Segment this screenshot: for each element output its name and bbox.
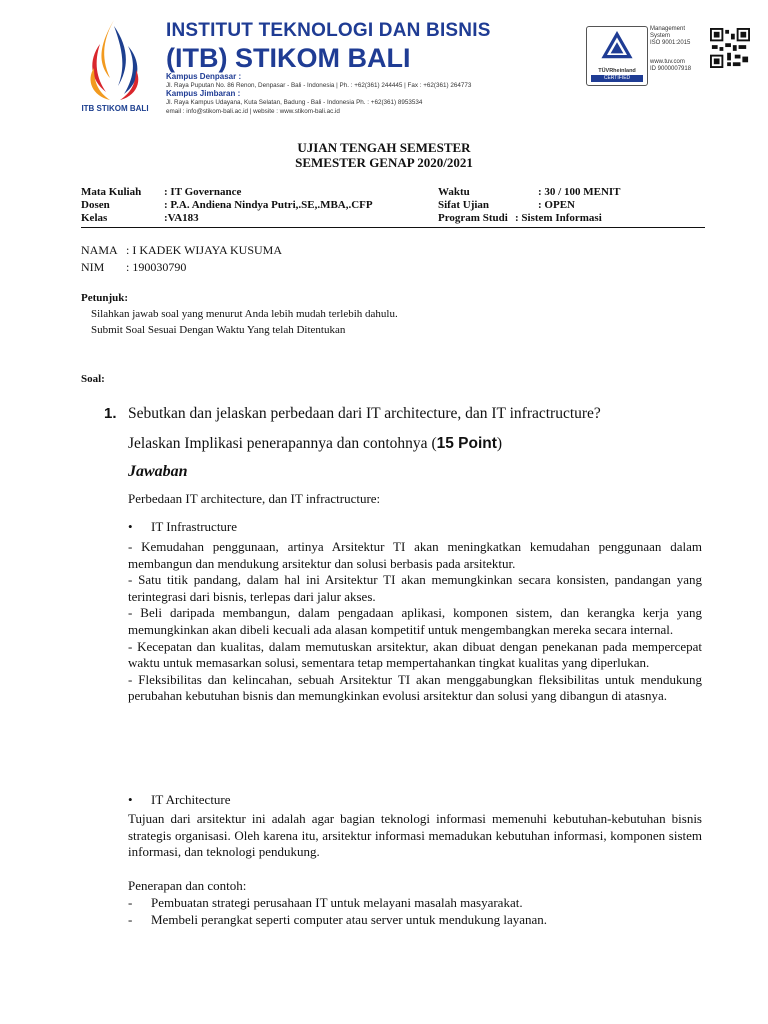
penerapan-item-1-text: Pembuatan strategi perusahaan IT untuk melayani masalah masyarakat. bbox=[151, 895, 523, 910]
penerapan-item-1: - Pembuatan strategi perusahaan IT untuk melayani masalah masyarakat. bbox=[128, 895, 523, 910]
waktu-label: Waktu bbox=[438, 186, 470, 198]
waktu-value: : 30 / 100 MENIT bbox=[538, 186, 621, 198]
campus-jimbaran-title: Kampus Jimbaran : bbox=[166, 89, 241, 98]
mata-kuliah-label: Mata Kuliah bbox=[81, 186, 142, 198]
nim-label: NIM bbox=[81, 260, 105, 274]
dosen-value: : P.A. Andiena Nindya Putri,.SE,.MBA,.CFP bbox=[164, 199, 373, 211]
answer-intro: Perbedaan IT architecture, dan IT infractructure: bbox=[128, 491, 381, 506]
org-short-name: (ITB) STIKOM BALI bbox=[166, 43, 411, 73]
bullet-dot-icon: • bbox=[128, 792, 133, 807]
soal-label: Soal: bbox=[81, 373, 105, 385]
cert-id: ID 9000007918 bbox=[650, 66, 692, 72]
question-line-2-close: ) bbox=[496, 435, 503, 452]
bullet-it-architecture bbox=[128, 792, 231, 808]
kelas-label: Kelas bbox=[81, 212, 108, 224]
tuv-certified: CERTIFIED bbox=[591, 75, 643, 82]
certification-info bbox=[650, 26, 710, 73]
cert-line-1: Management bbox=[650, 26, 686, 32]
logo-caption: ITB STIKOM BALI bbox=[81, 104, 149, 113]
qr-code-icon bbox=[710, 28, 750, 68]
info-row-1 bbox=[81, 186, 705, 199]
question-points: 15 Point bbox=[436, 435, 497, 452]
org-name: INSTITUT TEKNOLOGI DAN BISNIS bbox=[166, 20, 491, 41]
info-row-3 bbox=[81, 212, 705, 225]
infra-point-3: - Beli daripada membangun, dalam pengadaan aplikasi, komponen sistem, dan kerangka kerja yang memungkinkan akan dibeli kecuali ada alasan kompetitif untuk mengembangkan mereka secara internal. bbox=[128, 605, 702, 637]
tuv-badge bbox=[586, 26, 648, 86]
infra-point-4: - Kecepatan dan kualitas, dalam memutuskan arsitektur, akan dibuat dengan penekanan pada mempercepat waktu untuk memasarkan solusi, sementara tetap mempertahankan tingkat kualitas yang diperlukan. bbox=[128, 638, 702, 671]
question-line-2-text: Jelaskan Implikasi penerapannya dan contohnya ( bbox=[128, 435, 437, 452]
penerapan-item-2-text: Membeli perangkat seperti computer atau server untuk mendukung layanan. bbox=[151, 912, 548, 927]
kelas-value: :VA183 bbox=[164, 212, 199, 224]
nim-value: : 190030790 bbox=[126, 260, 187, 274]
tuv-brand: TÜVRheinland bbox=[598, 68, 636, 74]
exam-title: UJIAN TENGAH SEMESTER bbox=[297, 140, 471, 155]
contact-info: email : info@stikom-bali.ac.id | website : www.stikom-bali.ac.id bbox=[166, 108, 340, 115]
tuv-triangle-icon bbox=[587, 31, 647, 63]
campus-denpasar-address: Jl. Raya Puputan No. 86 Renon, Denpasar - Bali - Indonesia | Ph. : +62(361) 244445 | Fax : +62(361) 264773 bbox=[166, 82, 472, 89]
petunjuk-line-2: Submit Soal Sesuai Dengan Waktu Yang telah Ditentukan bbox=[91, 324, 346, 336]
sifat-ujian-value: : OPEN bbox=[538, 199, 575, 211]
campus-jimbaran-address: Jl. Raya Kampus Udayana, Kuta Selatan, Badung - Bali - Indonesia Ph. : +62(361) 8953534 bbox=[166, 99, 423, 106]
exam-semester: SEMESTER GENAP 2020/2021 bbox=[295, 155, 473, 170]
infra-point-1: - Kemudahan penggunaan, artinya Arsitektur TI akan meningkatkan kemudahan penggunaan dalam membangun dan mendukung arsitektur dan solusi berbasis pada arsitektur. bbox=[128, 539, 702, 571]
campus-denpasar-title: Kampus Denpasar : bbox=[166, 72, 242, 81]
question-line-2 bbox=[128, 435, 502, 453]
nama-value: : I KADEK WIJAYA KUSUMA bbox=[126, 243, 283, 257]
architecture-paragraph: Tujuan dari arsitektur ini adalah agar bagian teknologi informasi memenuhi kebutuhan-kebutuhan bisnis strategis organisasi. Oleh karena itu, arsitektur informasi memadukan kebutuhan informasi, komponen sistem informasi, dan teknologi pendukung. bbox=[128, 811, 702, 860]
bullet-it-infrastructure bbox=[128, 519, 237, 535]
program-studi-value: : Sistem Informasi bbox=[515, 212, 602, 224]
bullet-it-infrastructure-label: IT Infrastructure bbox=[151, 519, 238, 534]
penerapan-item-2: - Membeli perangkat seperti computer atau server untuk mendukung layanan. bbox=[128, 912, 548, 927]
dosen-label: Dosen bbox=[81, 199, 110, 211]
mata-kuliah-value: : IT Governance bbox=[164, 186, 242, 198]
certification-block bbox=[586, 26, 716, 86]
question-number: 1. bbox=[104, 405, 117, 422]
sifat-ujian-label: Sifat Ujian bbox=[438, 199, 490, 211]
petunjuk-label: Petunjuk: bbox=[81, 292, 129, 304]
bullet-it-architecture-label: IT Architecture bbox=[151, 792, 231, 807]
answer-title: Jawaban bbox=[128, 463, 188, 480]
infrastructure-points bbox=[128, 539, 702, 705]
petunjuk-line-1: Silahkan jawab soal yang menurut Anda lebih mudah terlebih dahulu. bbox=[91, 308, 398, 320]
info-row-2 bbox=[81, 199, 705, 212]
infra-point-5: - Fleksibilitas dan kelincahan, sebuah Arsitektur TI akan menggabungkan fleksibilitas untuk mendukung perubahan kebutuhan bisnis dan memungkinkan evolusi arsitektur dan solusi yang dibangun di atasnya. bbox=[128, 671, 702, 704]
nama-label: NAMA bbox=[81, 243, 118, 257]
bullet-dot-icon: • bbox=[128, 519, 133, 534]
cert-web: www.tuv.com bbox=[650, 59, 685, 65]
infra-point-2: - Satu titik pandang, dalam hal ini Arsitektur TI akan memungkinkan secara konsisten, pandangan yang terintegrasi dari bisnis, terlepas dari jalur akses. bbox=[128, 572, 702, 604]
program-studi-label: Program Studi bbox=[438, 212, 508, 224]
exam-info-table bbox=[81, 186, 705, 225]
question-line-1: Sebutkan dan jelaskan perbedaan dari IT architecture, dan IT infractructure? bbox=[128, 405, 601, 422]
letterhead bbox=[70, 16, 710, 126]
cert-line-3: ISO 9001:2015 bbox=[650, 40, 691, 46]
penerapan-title: Penerapan dan contoh: bbox=[128, 878, 247, 893]
cert-line-2: System bbox=[650, 33, 671, 39]
info-divider bbox=[81, 227, 705, 228]
